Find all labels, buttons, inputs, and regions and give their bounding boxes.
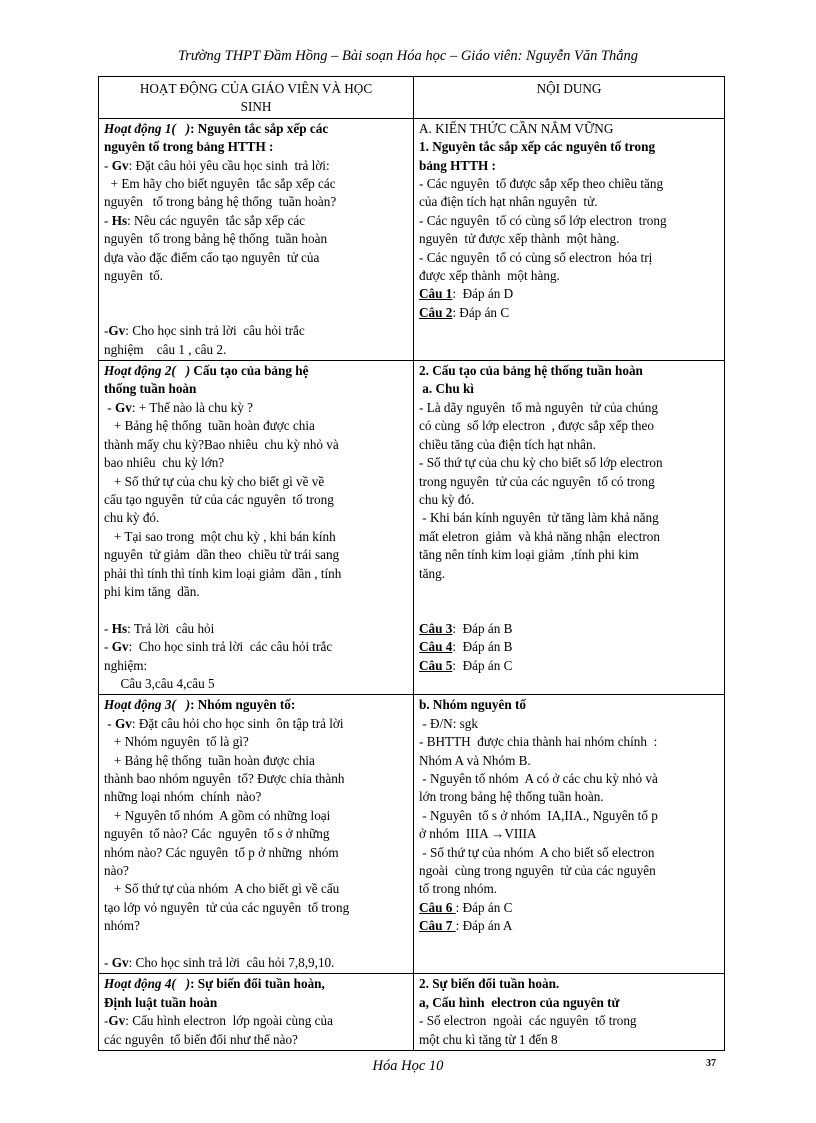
table-row [99,361,725,695]
text-line: nguyên tử được xếp thành một hàng. [419,231,620,247]
text-line: nhóm? [104,918,140,934]
text-line [419,583,719,601]
text-line: những loại nhóm chính nào? [104,789,262,805]
text-line: phi kim tăng dần. [104,583,200,599]
text-line: nghiệm câu 1 , câu 2. [104,341,227,357]
text-line: một chu kì tăng từ 1 đến 8 [419,1031,558,1047]
text-line: - Gv: Cho học sinh trả lời câu hỏi 7,8,9,10. [104,955,335,971]
activity-cell [99,361,414,695]
text-line: 2. Sự biến đổi tuần hoàn. [419,976,560,992]
text-line: ở nhóm IIIA →VIIIA [419,826,537,842]
text-line: ngoài cùng trong nguyên tử của các nguyên [419,863,656,879]
text-line: chu kỳ đó. [104,510,160,526]
text-line [104,285,408,303]
text-line: tăng. [419,565,446,581]
text-line: nguyên tố trong bảng HTTH : [104,139,274,155]
text-line: + Số thứ tự của nhóm A cho biết gì về cấu [104,881,340,897]
text-line: - Gv: Đặt câu hỏi cho học sinh ôn tập trả lời [104,715,344,731]
text-line: + Tại sao trong một chu kỳ , khi bán kính [104,528,336,544]
text-line: tạo lớp vỏ nguyên tử của các nguyên tố trong [104,899,350,915]
text-line: -Gv: Cho học sinh trả lời câu hỏi trắc [104,323,305,339]
text-line: nguyên tố. [104,268,163,284]
text-line: Câu 3,câu 4,câu 5 [104,675,215,691]
text-line: + Em hãy cho biết nguyên tắc sắp xếp các [104,176,336,192]
text-line [104,936,408,954]
activity-cell [99,974,414,1051]
text-line: cấu tạo nguyên tử của các nguyên tố trong [104,491,334,507]
col-header-content: NỘI DUNG [414,77,725,119]
text-line: dựa vào đặc điểm cấo tạo nguyên tử của [104,249,320,265]
text-line: thành mấy chu kỳ?Bao nhiêu chu kỳ nhỏ và [104,436,339,452]
text-line: tăng nên tính kim loại giảm ,tính phi kim [419,547,639,563]
text-line: - Số electron ngoài các nguyên tố trong [419,1013,637,1029]
table-row [99,974,725,1051]
text-line: mất eletron giảm và khả năng nhận electron [419,528,660,544]
page-number: 37 [706,1058,716,1069]
text-line [419,601,719,619]
text-line: Câu 7 : Đáp án A [419,918,513,934]
text-line: Nhóm A và Nhóm B. [419,752,531,768]
text-line: nguyên tử giảm dần theo chiều từ trái sang [104,547,340,563]
text-line: Hoạt động 3( ): Nhóm nguyên tố: [104,697,296,713]
content-cell [414,118,725,360]
col-header-activities: HOẠT ĐỘNG CỦA GIÁO VIÊN VÀ HỌC SINH [99,77,414,119]
text-line: 1. Nguyên tắc sắp xếp các nguyên tố trong [419,139,656,155]
text-line: + Nguyên tố nhóm A gồm có những loại [104,807,331,823]
text-line: có cùng số lớp electron , được sắp xếp theo [419,418,654,434]
text-line: A. KIẾN THỨC CẦN NẮM VỮNG [419,120,614,136]
text-line: nào? [104,863,129,879]
text-line: thành bao nhóm nguyên tố? Được chia thành [104,770,345,786]
text-line: - Hs: Nêu các nguyên tắc sắp xếp các [104,212,306,228]
text-line: các nguyên tố biến đổi như thế nào? [104,1031,298,1047]
text-line: - Nguyên tố s ở nhóm IA,IIA., Nguyên tố p [419,807,658,823]
text-line: Định luật tuần hoàn [104,994,218,1010]
text-line: nguyên tố trong bảng hệ thống tuần hoàn? [104,194,337,210]
text-line: - Các nguyên tố được sắp xếp theo chiều tăng [419,176,664,192]
text-line: Hoạt động 4( ): Sự biến đổi tuần hoàn, [104,976,325,992]
text-line: - Các nguyên tố có cùng số lớp electron trong [419,212,667,228]
text-line: - Khi bán kính nguyên tử tăng làm khả năng [419,510,659,526]
text-line: + Bảng hệ thống tuần hoàn được chia [104,418,315,434]
text-line [104,601,408,619]
text-line: được xếp thành một hàng. [419,268,560,284]
table-header-row [99,77,725,119]
page-footer: Hóa Học 10 [372,1058,444,1074]
text-line: Câu 1: Đáp án D [419,286,514,302]
text-line: phải thì tính thì tính kim loại giảm dần , tính [104,565,342,581]
text-line: + Bảng hệ thống tuần hoàn được chia [104,752,315,768]
text-line: Câu 3: Đáp án B [419,620,513,636]
text-line: - Gv: Đặt câu hỏi yêu cầu học sinh trả lời: [104,157,330,173]
text-line: Hoạt động 1( ): Nguyên tắc sắp xếp các [104,120,329,136]
table-row [99,118,725,360]
text-line: chu kỳ đó. [419,491,475,507]
text-line: Câu 2: Đáp án C [419,304,510,320]
text-line: nguyên tố nào? Các nguyên tố s ở những [104,826,330,842]
text-line: - Nguyên tố nhóm A có ở các chu kỳ nhỏ và [419,770,658,786]
text-line: a. Chu kì [419,381,474,397]
content-cell [414,695,725,974]
text-line: của điện tích hạt nhân nguyên tử. [419,194,598,210]
text-line [104,304,408,322]
text-line: - Đ/N: sgk [419,715,478,731]
text-line: - Hs: Trả lời câu hỏi [104,620,215,636]
content-cell [414,361,725,695]
text-line: chiều tăng của điện tích hạt nhân. [419,436,596,452]
text-line: 2. Cấu tạo của bảng hệ thống tuần hoàn [419,363,643,379]
text-line: - Gv: Cho học sinh trả lời các câu hỏi trắc [104,639,333,655]
text-line: -Gv: Cấu hình electron lớp ngoài cùng của [104,1013,333,1029]
text-line: lớn trong bảng hệ thống tuần hoàn. [419,789,604,805]
text-line: - BHTTH được chia thành hai nhóm chính : [419,734,658,750]
text-line: + Nhóm nguyên tố là gì? [104,734,249,750]
lesson-table [98,76,725,1051]
text-line: nguyên tố trong bảng hệ thống tuần hoàn [104,231,328,247]
text-line: bảng HTTH : [419,157,496,173]
text-line: tố trong nhóm. [419,881,498,897]
text-line: - Là dãy nguyên tố mà nguyên tử của chúng [419,399,658,415]
text-line: - Số thứ tự của chu kỳ cho biết số lớp electron [419,455,663,471]
text-line: b. Nhóm nguyên tố [419,697,526,713]
activity-cell [99,695,414,974]
text-line: - Gv: + Thế nào là chu kỳ ? [104,399,253,415]
table-row [99,695,725,974]
text-line: - Số thứ tự của nhóm A cho biết số electron [419,844,655,860]
text-line: Câu 6 : Đáp án C [419,899,513,915]
text-line: bao nhiêu chu kỳ lớn? [104,455,225,471]
content-cell [414,974,725,1051]
page-header: Trường THPT Đầm Hồng – Bài soạn Hóa học – Giáo viên: Nguyễn Văn Thắng [177,48,639,64]
text-line: Câu 5: Đáp án C [419,657,513,673]
activity-cell [99,118,414,360]
text-line: nghiệm: [104,657,148,673]
text-line: thống tuần hoàn [104,381,197,397]
text-line: Câu 4: Đáp án B [419,639,513,655]
text-line: - Các nguyên tố có cùng số electron hóa trị [419,249,653,265]
text-line: + Số thứ tự của chu kỳ cho biết gì về về [104,473,325,489]
text-line: a, Cấu hình electron của nguyên tử [419,994,620,1010]
text-line: nhóm nào? Các nguyên tố p ở những nhóm [104,844,339,860]
text-line: trong nguyên tử của các nguyên tố có trong [419,473,655,489]
text-line: Hoạt động 2( ) Cấu tạo của bảng hệ [104,363,309,379]
